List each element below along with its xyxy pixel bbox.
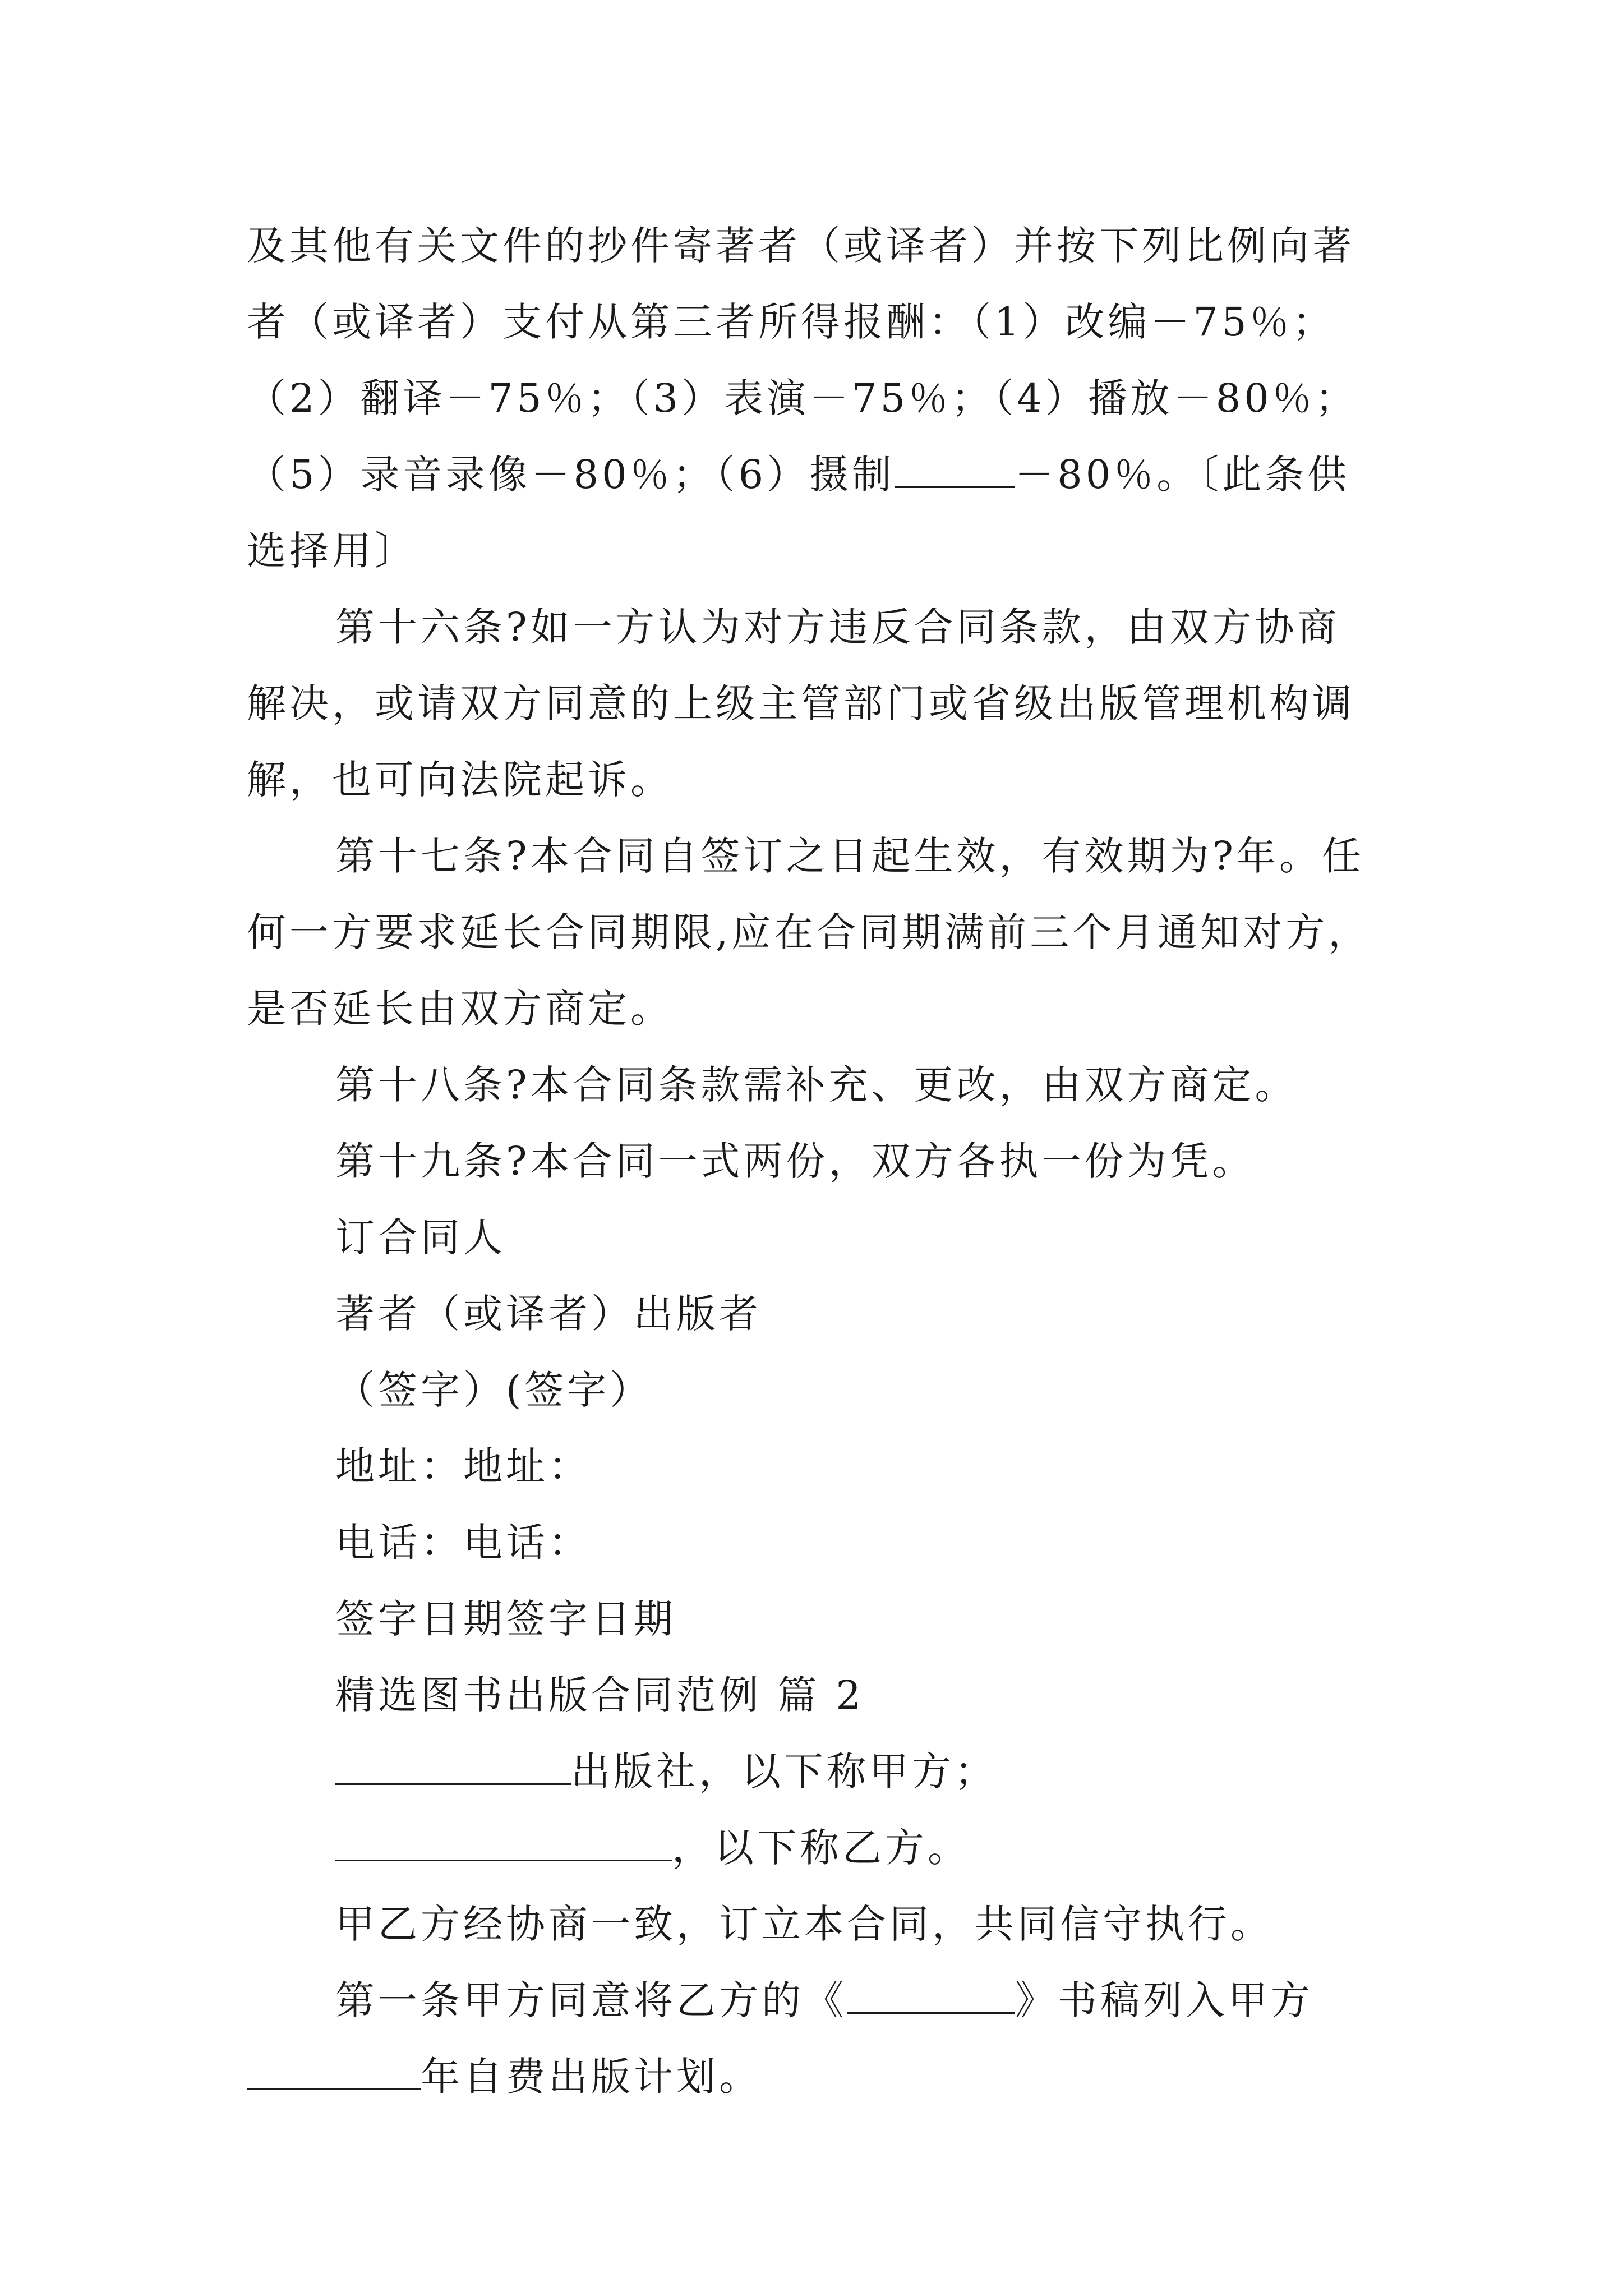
clause-15-continuation	[247, 208, 1374, 589]
party-a-line	[247, 1733, 1374, 1810]
clause-1-mid: 》书稿列入甲方	[1015, 1977, 1313, 2023]
clause-1-end: 年自费出版计划。	[421, 2054, 762, 2100]
signers-heading: 订合同人	[335, 1214, 506, 1260]
contract-text	[247, 208, 1374, 2115]
section-2-title: 精选图书出版合同范例 篇 2	[335, 1672, 865, 1718]
signers-parties: 著者（或译者）出版者	[335, 1291, 762, 1337]
blank-line	[847, 1981, 1015, 2014]
party-a-text: 出版社，以下称甲方；	[571, 1749, 997, 1795]
agreement-intro: 甲乙方经协商一致，订立本合同，共同信守执行。	[335, 1901, 1273, 1947]
clause-1-start: 第一条甲方同意将乙方的《	[335, 1977, 847, 2023]
clause-17: 第十七条?本合同自签订之日起生效，有效期为?年。任何一方要求延长合同期限,应在合同期满前三个月通知对方，是否延长由双方商定。	[247, 833, 1371, 1032]
signers-signature: （签字）(签字）	[335, 1367, 653, 1413]
clause-15-end: －80％。〔此条供选择用〕	[247, 452, 1350, 574]
signers-address: 地址：地址：	[335, 1443, 591, 1489]
blank-line	[335, 1752, 571, 1785]
signers-date: 签字日期签字日期	[335, 1596, 676, 1642]
blank-line	[895, 455, 1015, 488]
clause-18: 第十八条?本合同条款需补充、更改，由双方商定。	[335, 1062, 1298, 1108]
clause-1-line	[247, 1962, 1374, 2039]
clause-15-text: 及其他有关文件的抄件寄著者（或译者）并按下列比例向著者（或译者）支付从第三者所得报酬：（1）改编－75％；（2）翻译－75％；（3）表演－75％；（4）播放－80％；（5）录音录像－80％；（6）摄制	[247, 223, 1358, 498]
blank-line	[247, 2057, 421, 2090]
blank-line	[335, 1828, 672, 1861]
clause-19: 第十九条?本合同一式两份，双方各执一份为凭。	[335, 1138, 1255, 1184]
clause-16: 第十六条?如一方认为对方违反合同条款，由双方协商解决，或请双方同意的上级主管部门或省级出版管理机构调解，也可向法院起诉。	[247, 604, 1355, 803]
party-b-text: ，以下称乙方。	[672, 1825, 970, 1871]
party-b-line	[247, 1810, 1374, 1886]
signers-phone: 电话：电话：	[335, 1520, 591, 1566]
clause-1-continuation	[247, 2039, 1374, 2115]
